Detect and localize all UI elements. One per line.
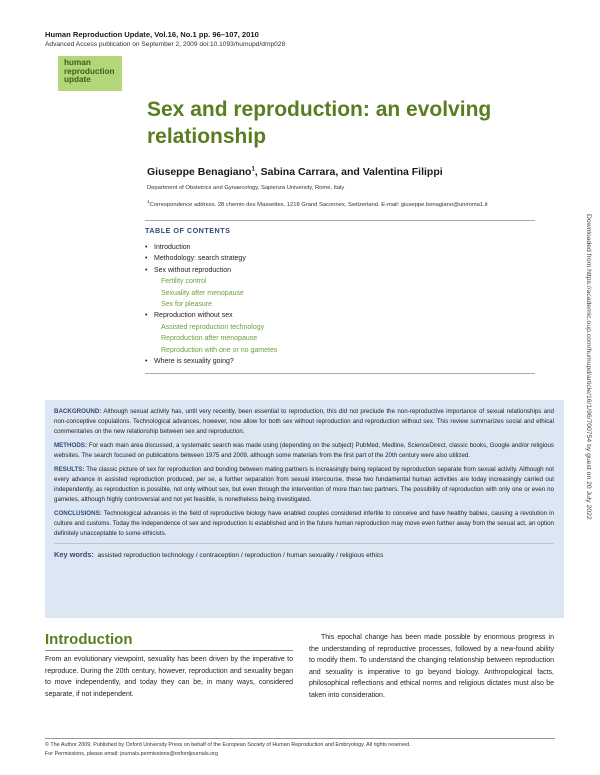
download-watermark: Downloaded from https://academic.oup.com/humupd/article/16/1/96/700754 by guest on 20 July 2022 — [585, 214, 592, 520]
toc-subitem[interactable]: Sexuality after menopause — [161, 289, 244, 297]
permissions-notice: For Permissions, please email: journals.permissions@oxfordjournals.org — [45, 751, 218, 757]
abstract-text: Although sexual activity has, until very recently, been essential to reproduction, this did not preclude the non-reproductive importance of sexual relationships and non-conceptive copulations. Technological advances, however, now allow for both sex without reproduction and reproduction without sex. This review summarizes social and ethical commentaries on the new relationship between sex and reproduction. — [54, 408, 554, 435]
author-first: Giuseppe Benagiano — [147, 166, 252, 178]
abstract-italic: per se — [196, 476, 215, 483]
table-of-contents — [145, 220, 535, 374]
affiliation: Department of Obstetrics and Gynaecology, Sapienza University, Rome, Italy — [147, 185, 345, 191]
abstract-text: , a further separation from sexual intercourse, these two fundamental human activities are today increasingly carried out independently, as reproduction is possible, not only without sex, but even through the intervention of more than two partners. The possibility of reproduction with only one or even no gametes, although highly controversial and not yet feasible, is nonetheless being investigated. — [54, 476, 554, 503]
logo-line: human — [64, 58, 91, 67]
abstract-results — [54, 465, 554, 505]
toc-subitem[interactable]: Sex for pleasure — [161, 301, 212, 309]
toc-item[interactable]: • Reproduction without sex — [145, 310, 535, 321]
toc-item[interactable]: • Sex without reproduction — [145, 265, 535, 276]
abstract-methods — [54, 441, 554, 461]
abstract-label: BACKGROUND: — [54, 408, 102, 415]
body-text-left: From an evolutionary viewpoint, sexuality has been driven by the imperative to reproduce. During the 20th century, however, reproduction and sexuality began to move independently, and today they can be, in many ways, considered separate, if not independent. — [45, 656, 293, 698]
toc-top-rule — [145, 220, 535, 221]
keywords-rule — [54, 543, 554, 544]
toc-subitem[interactable]: Fertility control — [161, 278, 207, 286]
author-rest: , Sabina Carrara, and Valentina Filippi — [254, 166, 443, 178]
toc-subitem[interactable]: Assisted reproduction technology — [161, 323, 265, 331]
toc-subitem[interactable]: Reproduction with one or no gametes — [161, 346, 278, 354]
abstract-label: METHODS: — [54, 442, 87, 449]
footer-rule — [45, 738, 555, 739]
abstract-text: The classic picture of sex for reproduction and bonding between mating partners is increasingly being replaced by reproduction separate from sexual activity. Although not every advance in assisted reproduction produced, — [54, 466, 554, 483]
article-title — [147, 96, 547, 150]
abstract-text: For each main area discussed, a systematic search was made using (depending on the subject) PubMed, Medline, ScienceDirect, classic books, Google and/or religious websites. The search focused on publications between 1975 and 2009, although some materials from the first part of the 20th century were also utilized. — [54, 442, 554, 459]
abstract-text: Technological advances in the field of reproductive biology have enabled couples considered infertile to conceive and have healthy babies, causing a revolution in culture and customs. Today the independence of sex and reproduction is established and in the future human reproduction may move even further away from the sexual act, an option definitely unacceptable to some ethicists. — [54, 510, 554, 537]
toc-item[interactable]: • Methodology: search strategy — [145, 253, 535, 264]
journal-logo — [58, 56, 122, 91]
toc-item[interactable]: • Introduction — [145, 242, 535, 253]
correspondence — [147, 199, 488, 208]
correspondence-mark: 1 — [147, 199, 150, 204]
abstract-label: RESULTS: — [54, 466, 85, 473]
author-list — [147, 166, 443, 178]
section-rule — [45, 650, 293, 651]
toc-list — [145, 242, 535, 367]
body-text-right — [309, 632, 554, 702]
abstract-background — [54, 407, 554, 437]
abstract-label: CONCLUSIONS: — [54, 510, 102, 517]
abstract-conclusions — [54, 509, 554, 539]
correspondence-text: Correspondence address. 28 chemin des Massettes, 1218 Grand Saconnex, Switzerland. E-mail: giuseppe.benagiano@uniroma1.it — [149, 201, 488, 208]
toc-subitem[interactable]: Reproduction after menopause — [161, 335, 258, 343]
toc-bottom-rule — [145, 373, 535, 374]
title-line: relationship — [147, 125, 267, 148]
section-heading-introduction: Introduction — [45, 631, 133, 648]
keywords-label: Key words: — [54, 550, 94, 559]
author-affiliation-mark: 1 — [251, 166, 255, 173]
abstract-box — [45, 400, 564, 618]
copyright-notice: © The Author 2009. Published by Oxford University Press on behalf of the European Society of Human Reproduction and Embryology. All rights reserved. — [45, 742, 411, 748]
toc-item[interactable]: • Where is sexuality going? — [145, 356, 535, 367]
body-paragraph: This epochal change has been made possible by enormous progress in the understanding of reproductive processes, followed by a new-found ability to modify them. To understand the changing relationship between reproduction and sexuality is imperative to go beyond biology. Anthropological facts, philosophical reflections and ethical norms and religious dictates must also be taken into consideration. — [309, 634, 554, 699]
keywords — [54, 550, 554, 559]
keywords-text: assisted reproduction technology / contraception / reproduction / human sexuality / religious ethics — [97, 552, 384, 559]
logo-line: reproduction — [64, 66, 115, 76]
advance-access-line: Advanced Access publication on September 2, 2009 doi:10.1093/humupd/dmp028 — [45, 41, 286, 48]
logo-line: update — [64, 75, 91, 85]
title-line: Sex and reproduction: an evolving — [147, 98, 492, 121]
toc-heading: TABLE OF CONTENTS — [145, 226, 231, 235]
journal-citation: Human Reproduction Update, Vol.16, No.1 pp. 96–107, 2010 — [45, 30, 259, 39]
